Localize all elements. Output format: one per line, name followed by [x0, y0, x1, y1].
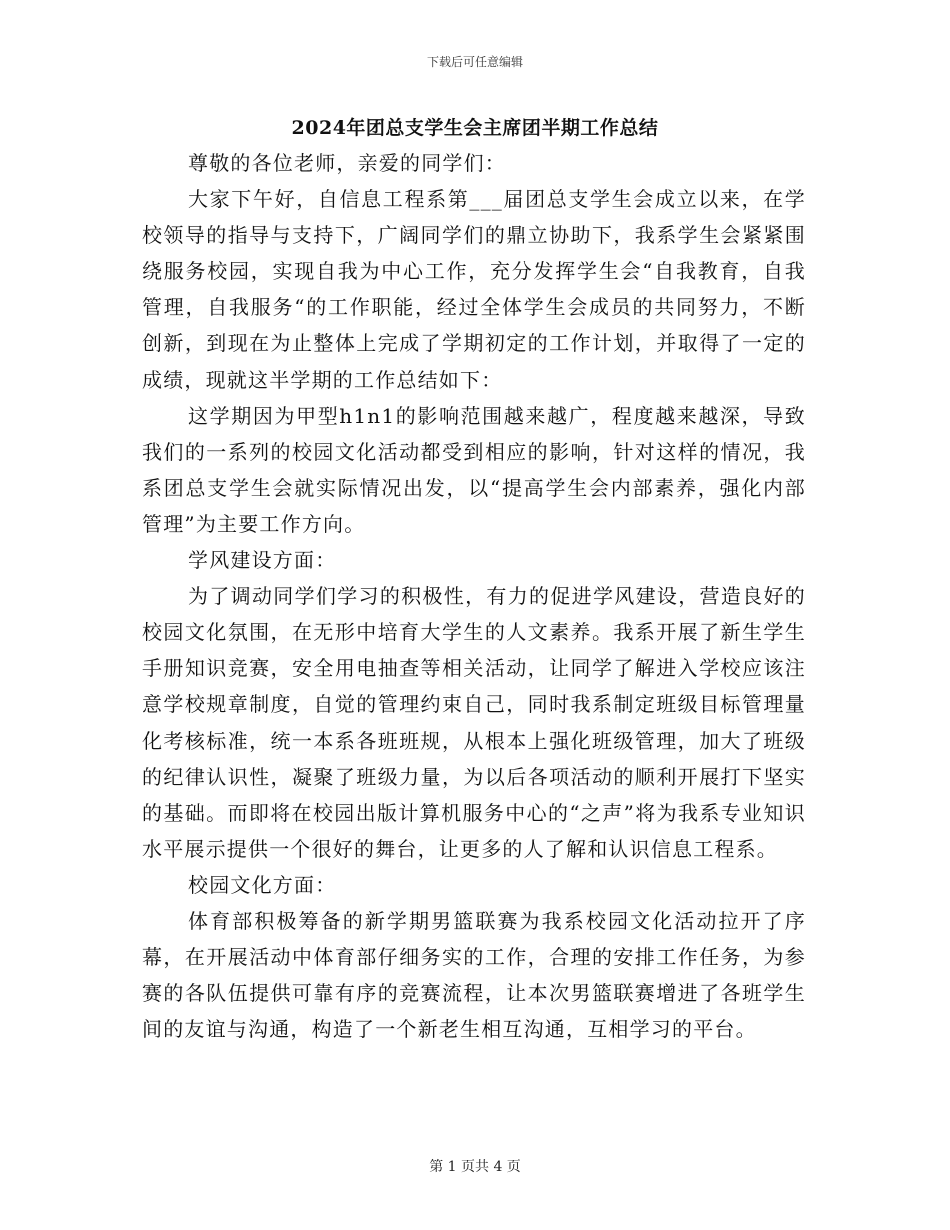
- page-number: 第 1 页共 4 页: [429, 1159, 521, 1175]
- paragraph-culture: 体育部积极筹备的新学期男篮联赛为我系校园文化活动拉开了序幕，在开展活动中体育部仔细务实的工作，合理的安排工作任务，为参赛的各队伍提供可靠有序的竞赛流程，让本次男篮联赛增进了各班学生间的友谊与沟通，构造了一个新老生相互沟通，互相学习的平台。: [142, 908, 806, 1042]
- document-body: [142, 145, 806, 1047]
- document-title: 2024年团总支学生会主席团半期工作总结: [291, 117, 659, 139]
- section-heading-culture: 校园文化方面：: [188, 872, 337, 897]
- paragraph-intro: 大家下午好，自信息工程系第___届团总支学生会成立以来，在学校领导的指导与支持下，广阔同学们的鼎立协助下，我系学生会紧紧围绕服务校园，实现自我为中心工作，充分发挥学生会“自我教育，自我管理，自我服务“的工作职能，经过全体学生会成员的共同努力，不断创新，到现在为止整体上完成了学期初定的工作计划，并取得了一定的成绩，现就这半学期的工作总结如下：: [142, 187, 806, 392]
- paragraph-study: 为了调动同学们学习的积极性，有力的促进学风建设，营造良好的校园文化氛围，在无形中培育大学生的人文素养。我系开展了新生学生手册知识竞赛，安全用电抽查等相关活动，让同学了解进入学校应该注意学校规章制度，自觉的管理约束自己，同时我系制定班级目标管理量化考核标准，统一本系各班班规，从根本上强化班级管理，加大了班级的纪律认识性，凝聚了班级力量，为以后各项活动的顺利开展打下坚实的基础。而即将在校园出版计算机服务中心的“之声”将为我系专业知识水平展示提供一个很好的舞台，让更多的人了解和认识信息工程系。: [142, 584, 806, 861]
- paragraph-salutation: 尊敬的各位老师，亲爱的同学们：: [188, 151, 506, 175]
- header-note: 下载后可任意编辑: [426, 55, 523, 69]
- section-heading-study: 学风建设方面：: [188, 548, 337, 573]
- paragraph-background: 这学期因为甲型h1n1的影响范围越来越广，程度越来越深，导致我们的一系列的校园文化活动都受到相应的影响，针对这样的情况，我系团总支学生会就实际情况出发，以“提高学生会内部素养，强化内部管理”为主要工作方向。: [142, 403, 806, 536]
